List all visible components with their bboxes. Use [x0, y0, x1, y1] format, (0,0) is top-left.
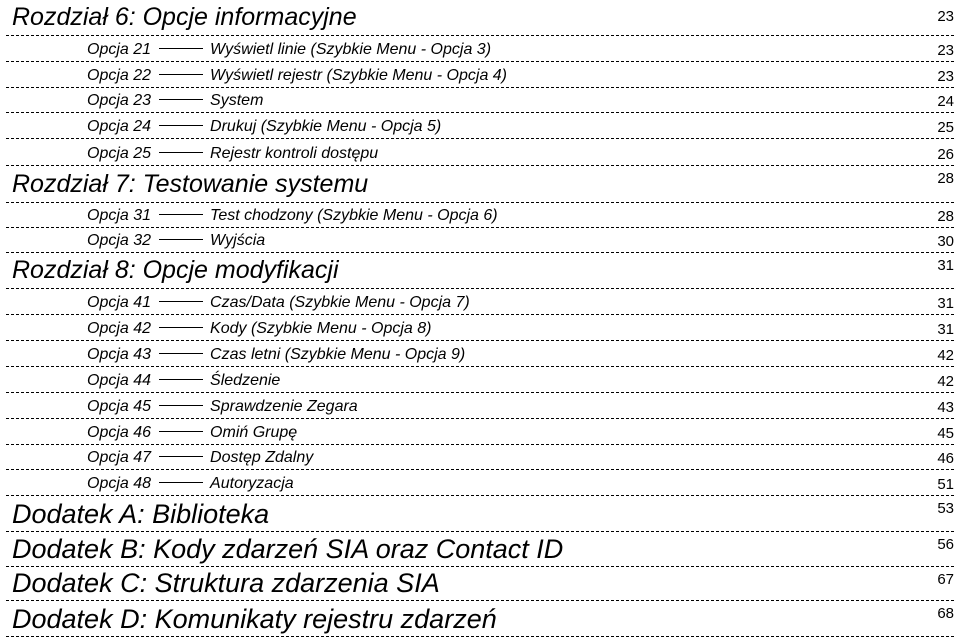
page-number: 53 [937, 500, 954, 517]
appendix-title: Dodatek D: Komunikaty rejestru zdarzeń [12, 604, 497, 634]
option-number: Opcja 41 [87, 294, 152, 311]
toc-option-row [6, 88, 954, 113]
toc-option-row [6, 289, 954, 315]
option-number: Opcja 23 [87, 92, 152, 109]
option-number: Opcja 31 [87, 207, 152, 224]
option-title-line [87, 145, 378, 163]
page-number: 42 [937, 373, 954, 390]
toc-option-row [6, 315, 954, 341]
em-dash-separator [159, 379, 203, 380]
option-title-line [87, 207, 498, 225]
page-number: 68 [937, 605, 954, 622]
option-title-line [87, 372, 280, 390]
appendix-title: Dodatek B: Kody zdarzeń SIA oraz Contact ID [12, 534, 564, 564]
toc-section-row [6, 166, 954, 203]
page-number: 46 [937, 450, 954, 467]
toc-option-row [6, 367, 954, 393]
em-dash-separator [159, 405, 203, 406]
option-number: Opcja 42 [87, 320, 152, 337]
em-dash-separator [159, 48, 203, 49]
em-dash-separator [159, 74, 203, 75]
page-number: 43 [937, 399, 954, 416]
page-number: 56 [937, 536, 954, 553]
option-title: Kody (Szybkie Menu - Opcja 8) [210, 320, 432, 337]
page-number: 24 [937, 93, 954, 110]
toc-option-row [6, 470, 954, 496]
page-number: 67 [937, 571, 954, 588]
em-dash-separator [159, 239, 203, 240]
option-title: Dostęp Zdalny [210, 449, 314, 466]
em-dash-separator [159, 214, 203, 215]
option-title-line [87, 294, 470, 312]
toc-option-row [6, 393, 954, 419]
em-dash-separator [159, 327, 203, 328]
option-title: Rejestr kontroli dostępu [210, 145, 379, 162]
toc-appendix-row [6, 567, 954, 601]
toc-option-row [6, 36, 954, 62]
toc-section-row [6, 2, 954, 36]
option-title: System [210, 92, 264, 109]
option-title: Omiń Grupę [210, 424, 298, 441]
em-dash-separator [159, 152, 203, 153]
page-number: 42 [937, 347, 954, 364]
option-title: Śledzenie [210, 372, 281, 389]
option-number: Opcja 45 [87, 398, 152, 415]
toc-option-row [6, 62, 954, 88]
toc-section-row [6, 253, 954, 289]
page-number: 28 [937, 208, 954, 225]
option-number: Opcja 25 [87, 145, 152, 162]
section-title: Rozdział 8: Opcje modyfikacji [12, 256, 339, 284]
option-number: Opcja 43 [87, 346, 152, 363]
option-number: Opcja 46 [87, 424, 152, 441]
toc-option-row [6, 228, 954, 253]
option-title: Wyjścia [210, 232, 266, 249]
toc-option-row [6, 419, 954, 445]
page-number: 31 [937, 295, 954, 312]
option-number: Opcja 44 [87, 372, 152, 389]
option-title-line [87, 41, 491, 59]
option-title-line [87, 232, 265, 250]
option-title-line [87, 67, 507, 85]
appendix-title: Dodatek C: Struktura zdarzenia SIA [12, 568, 440, 598]
toc-option-row [6, 445, 954, 470]
option-number: Opcja 47 [87, 449, 152, 466]
page-number: 31 [937, 257, 954, 274]
page-number: 25 [937, 119, 954, 136]
page-number: 31 [937, 321, 954, 338]
em-dash-separator [159, 353, 203, 354]
option-title: Czas/Data (Szybkie Menu - Opcja 7) [210, 294, 470, 311]
option-number: Opcja 24 [87, 118, 152, 135]
toc-option-row [6, 203, 954, 228]
page-number: 45 [937, 425, 954, 442]
option-title-line [87, 320, 431, 338]
page-number: 23 [937, 42, 954, 59]
option-number: Opcja 48 [87, 475, 152, 492]
option-title-line [87, 92, 263, 110]
section-title: Rozdział 7: Testowanie systemu [12, 170, 369, 198]
page-number: 26 [937, 146, 954, 163]
option-title: Autoryzacja [210, 475, 294, 492]
em-dash-separator [159, 431, 203, 432]
option-title-line [87, 346, 465, 364]
toc-option-row [6, 113, 954, 139]
page-number: 23 [937, 68, 954, 85]
em-dash-separator [159, 99, 203, 100]
option-title-line [87, 475, 294, 493]
page-number: 30 [937, 233, 954, 250]
em-dash-separator [159, 301, 203, 302]
option-title: Wyświetl rejestr (Szybkie Menu - Opcja 4) [210, 67, 508, 84]
option-title: Drukuj (Szybkie Menu - Opcja 5) [210, 118, 442, 135]
option-number: Opcja 21 [87, 41, 152, 58]
option-number: Opcja 22 [87, 67, 152, 84]
option-title: Czas letni (Szybkie Menu - Opcja 9) [210, 346, 466, 363]
em-dash-separator [159, 482, 203, 483]
option-title-line [87, 118, 441, 136]
em-dash-separator [159, 125, 203, 126]
section-title: Rozdział 6: Opcje informacyjne [12, 3, 357, 31]
option-title: Test chodzony (Szybkie Menu - Opcja 6) [210, 207, 498, 224]
option-title: Sprawdzenie Zegara [210, 398, 358, 415]
option-title-line [87, 424, 297, 442]
toc-appendix-row [6, 601, 954, 637]
toc-option-row [6, 139, 954, 166]
page-number: 51 [937, 476, 954, 493]
option-title-line [87, 449, 313, 467]
option-title-line [87, 398, 358, 416]
toc-option-row [6, 341, 954, 367]
option-title: Wyświetl linie (Szybkie Menu - Opcja 3) [210, 41, 492, 58]
appendix-title: Dodatek A: Biblioteka [12, 499, 270, 529]
toc-appendix-row [6, 496, 954, 532]
option-number: Opcja 32 [87, 232, 152, 249]
toc-appendix-row [6, 532, 954, 567]
em-dash-separator [159, 456, 203, 457]
page-number: 23 [937, 8, 954, 25]
page-number: 28 [937, 170, 954, 187]
